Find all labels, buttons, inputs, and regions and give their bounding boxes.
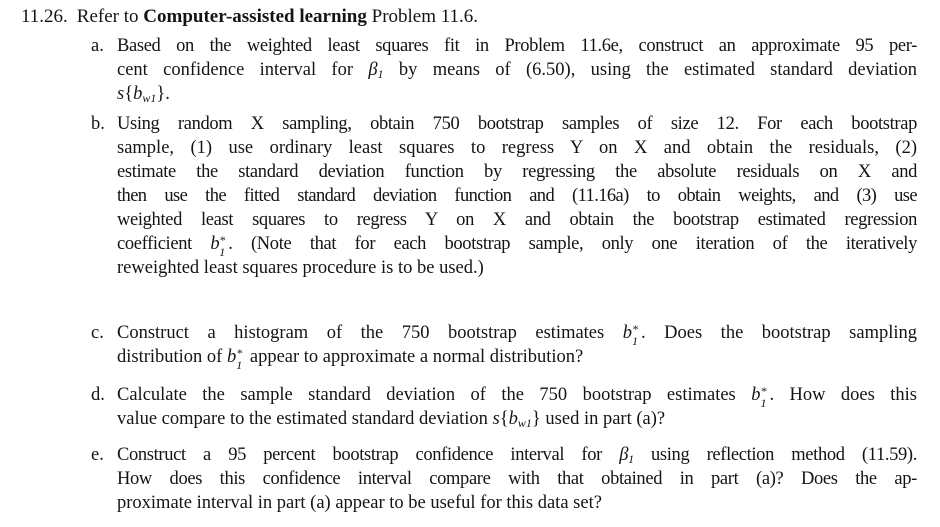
problem-title: Computer-assisted learning [143,6,367,27]
text-span: Construct a 95 percent bootstrap confidence interval for [117,445,602,465]
problem-reference: Problem 11.6. [371,6,479,27]
s-symbol: s [117,84,125,104]
text-line [117,321,917,348]
text-span: used in part (a)? [545,409,666,429]
text-line: estimate the standard deviation function by regressing the absolute residuals on X and [117,162,917,182]
text-line: Using random X sampling, obtain 750 bootstrap samples of size 12. For each bootstrap [117,114,917,134]
part-body [117,112,917,280]
text-line [117,345,917,372]
text-span: Construct a histogram of the 750 bootstrap estimates [117,323,605,343]
problem-intro: Refer to [76,6,139,27]
part-label: d. [91,385,105,405]
part-body [117,321,917,372]
text-span: using reflection method (11.59). [651,445,918,465]
text-span: Calculate the sample standard deviation of the 750 bootstrap estimates [117,385,736,405]
part-label: b. [91,114,105,134]
part-label: e. [91,445,104,465]
part-label: c. [91,323,104,343]
text-span: . (Note that for each bootstrap sample, only one iteration of the iteratively [228,234,917,254]
text-line [117,232,917,259]
b1-star-symbol: b * 1 [210,233,225,259]
text-line [117,443,917,467]
text-span: value compare to the estimated standard deviation [117,409,488,429]
text-line: then use the fitted standard deviation function and (11.16a) to obtain weights, and (3) use [117,186,917,206]
b1-star-symbol: b * 1 [226,346,243,372]
text-span: cent confidence interval for [117,60,353,80]
text-line: sample, (1) use ordinary least squares to regress Y on X and obtain the residuals, (2) [117,138,917,158]
text-line [117,407,917,431]
text-line: weighted least squares to regress Y on X and obtain the bootstrap estimated regression [117,210,917,230]
text-line: reweighted least squares procedure is to be used.) [117,258,484,278]
text-span: . How does this [769,385,917,405]
problem-header [21,5,478,29]
text-line: $s\{b_{w1}\}$. [117,84,170,105]
part-label: a. [91,36,104,56]
text-span: appear to approximate a normal distribution? [249,347,584,367]
text-line: proximate interval in part (a) appear to be useful for this data set? [117,493,602,513]
text-line: How does this confidence interval compare with that obtained in part (a)? Does the ap- [117,469,917,489]
beta-1-symbol: $\beta_1$ [368,60,384,81]
text-span: by means of (6.50), using the estimated standard deviation [398,60,918,80]
s-bw1-symbol: $s\{b_{w1}\}$ [492,409,541,430]
part-body [117,443,917,515]
text-line [117,58,917,82]
part-body [117,34,917,106]
text-line [117,383,917,410]
beta-1-symbol: $\beta_1$ [619,445,634,466]
b1-star-symbol: b * 1 [622,322,638,348]
text-span: . Does the bootstrap sampling [641,323,917,343]
b1-star-symbol: b * 1 [751,384,767,410]
text-line: Based on the weighted least squares fit in Problem 11.6e, construct an approximate 95 per- [117,36,917,56]
text-span: }. [156,84,170,104]
w1-subscript: w1 [142,91,157,105]
text-span: distribution of [117,347,223,367]
problem-number: 11.26. [21,6,68,27]
text-span: coefficient [117,234,192,254]
part-body [117,383,917,431]
